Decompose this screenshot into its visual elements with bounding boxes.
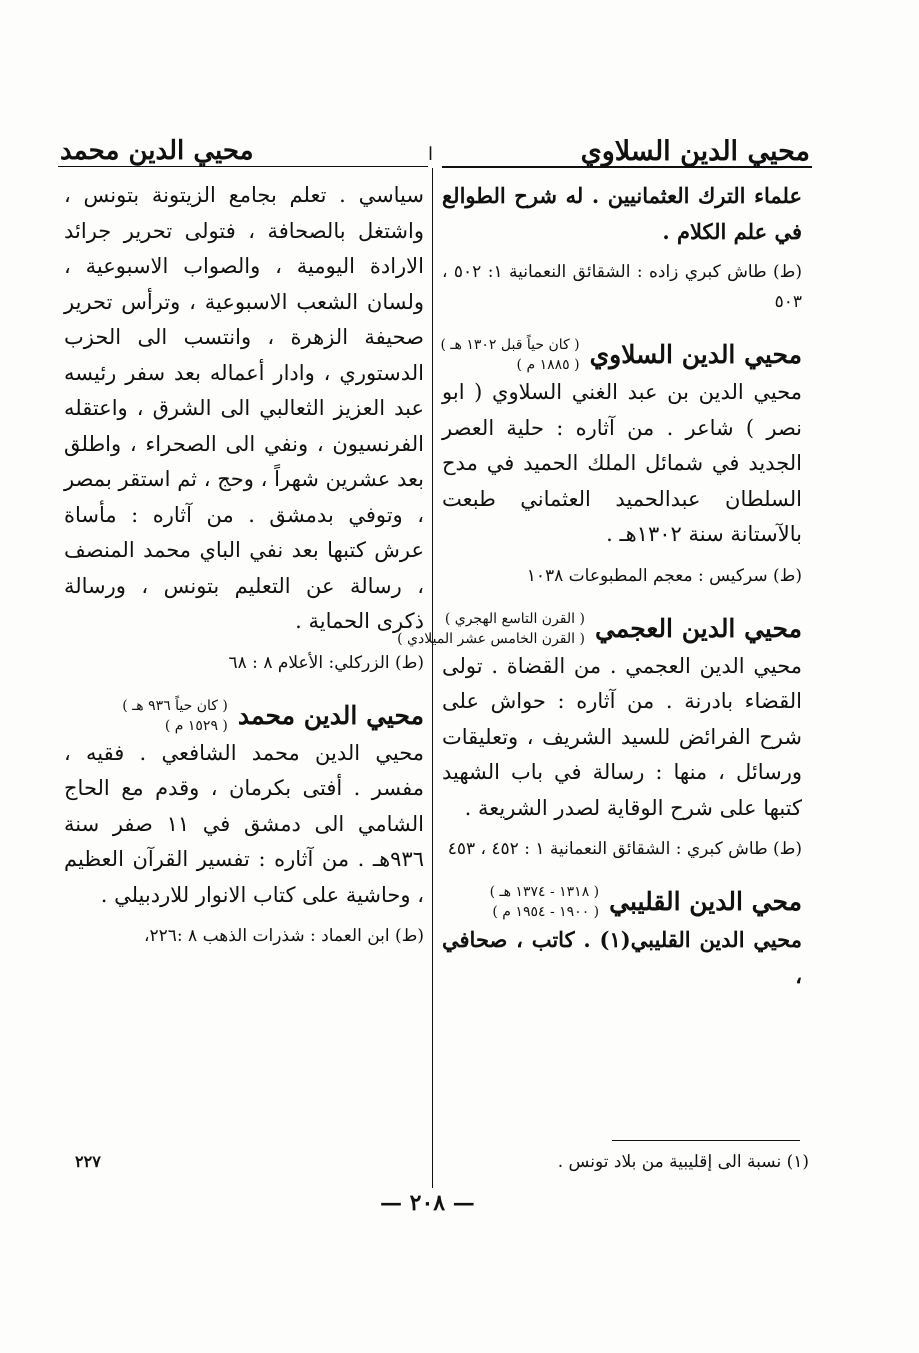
source-reference: (ط) الزركلي: الأعلام ٨ : ٦٨ (228, 652, 424, 673)
header-mark: ا (428, 144, 434, 165)
header-right-title: محيي الدين السلاوي (580, 136, 810, 167)
source-reference: (ط) طاش كبري : الشقائق النعمانية ١ : ٤٥٢ ، ٤٥٣ (447, 839, 802, 859)
entry-text: محيي الدين العجمي . من القضاة . تولى القضاء بادرنة . من آثاره : حواش على شرح الفرائض للسيد الشريف ، وتعليقات ورسائل ، منها : رسالة في باب الشهيد كتبها على شرح الوقاية لصدر الشريعة . (442, 653, 802, 820)
page-number: — ٢٠٨ — (380, 1190, 475, 1216)
entry-heading (442, 882, 802, 922)
right-column (397, 178, 803, 993)
header-rule-left (58, 166, 428, 167)
entry-name: محيي الدين محمد (237, 700, 424, 730)
entry-name: محيي الدين العجمي (594, 613, 802, 643)
entry-name: محيي الدين السلاوي (589, 340, 802, 370)
left-column (64, 178, 424, 951)
header-rule-right (442, 166, 812, 168)
running-header (40, 118, 840, 168)
entry-date-gregorian: ( القرن الخامس عشر الميلادي ) (397, 630, 585, 647)
entry-date-gregorian: ( ١٨٨٥ م ) (516, 357, 580, 373)
entry-date-hijri: ( ١٣١٨ - ١٣٧٤ هـ ) (489, 884, 600, 900)
entry-heading (397, 609, 802, 649)
entry-text: محيي الدين محمد الشافعي . فقيه ، مفسر . أفتى بكرمان ، وقدم مع الحاج الشامي الى دمشق في ١١ صفر سنة ٩٣٦هـ . من آثاره : تفسير القرآن العظيم ، وحاشية على كتاب الانوار للاردبيلي . (64, 740, 424, 907)
entry-dates (441, 335, 580, 375)
entry-text: محيي الدين القليبي(١) . كاتب ، صحافي ، (442, 927, 802, 988)
entry-date-hijri: ( القرن التاسع الهجري ) (444, 610, 585, 627)
continued-text: سياسي . تعلم بجامع الزيتونة بتونس ، واشتغل بالصحافة ، فتولى تحرير جرائد الارادة اليومية ، والصواب الاسبوعية ، ولسان الشعب الاسبوعية ، وترأس تحرير صحيفة الزهرة ، وانتسب الى الحزب الدستوري ، وادار أعماله بعد سفر رئيسه عبد العزيز الثعالبي الى الشرق ، واعتقله الفرنسيون ، ونفي الى الصحراء ، واطلق بعد عشرين شهراً ، وحج ، ثم استقر بمصر ، وتوفي بدمشق . من آثاره : مأساة عرش كتبها بعد نفي الباي محمد المنصف ، رسالة عن التعليم بتونس ، ورسالة ذكرى الحماية . (64, 183, 424, 633)
source-reference: (ط) سركيس : معجم المطبوعات ١٠٣٨ (526, 565, 802, 586)
entry-heading (64, 696, 424, 736)
entry-date-hijri: ( كان حياً قبل ١٣٠٢ هـ ) (440, 337, 580, 353)
column-divider (432, 168, 433, 1188)
source-reference: (ط) طاش كبري زاده : الشقائق النعمانية ١: ٥٠٢ ، ٥٠٣ (442, 262, 803, 312)
entry-heading (442, 335, 802, 375)
entry-date-gregorian: ( ١٩٠٠ - ١٩٥٤ م ) (492, 904, 600, 920)
source-reference: (ط) ابن العماد : شذرات الذهب ٨ :٢٢٦، (144, 926, 424, 946)
continued-text: علماء الترك العثمانيين . له شرح الطوالع في علم الكلام . (442, 183, 802, 244)
header-left-title: محيي الدين محمد (60, 136, 254, 166)
entry-dates (490, 882, 600, 922)
footnote: (١) نسبة الى إقليبية من بلاد تونس . (557, 1152, 809, 1172)
entry-date-gregorian: ( ١٥٢٩ م ) (164, 717, 228, 734)
entry-name: محي الدين القليبي (609, 887, 802, 917)
footnote-rule (612, 1140, 800, 1141)
entry-text: محيي الدين بن عبد الغني السلاوي ( ابو نصر ) شاعر . من آثاره : حلية العصر الجديد في شمائل الملك الحميد في مدح السلطان عبدالحميد العثماني طبعت بالآستانة سنة ١٣٠٢هـ . (442, 380, 802, 546)
entry-dates (397, 609, 585, 649)
entry-date-hijri: ( كان حياً ٩٣٦ هـ ) (122, 697, 228, 714)
entry-dates (122, 696, 228, 736)
catchword-number: ٢٢٧ (75, 1152, 101, 1171)
